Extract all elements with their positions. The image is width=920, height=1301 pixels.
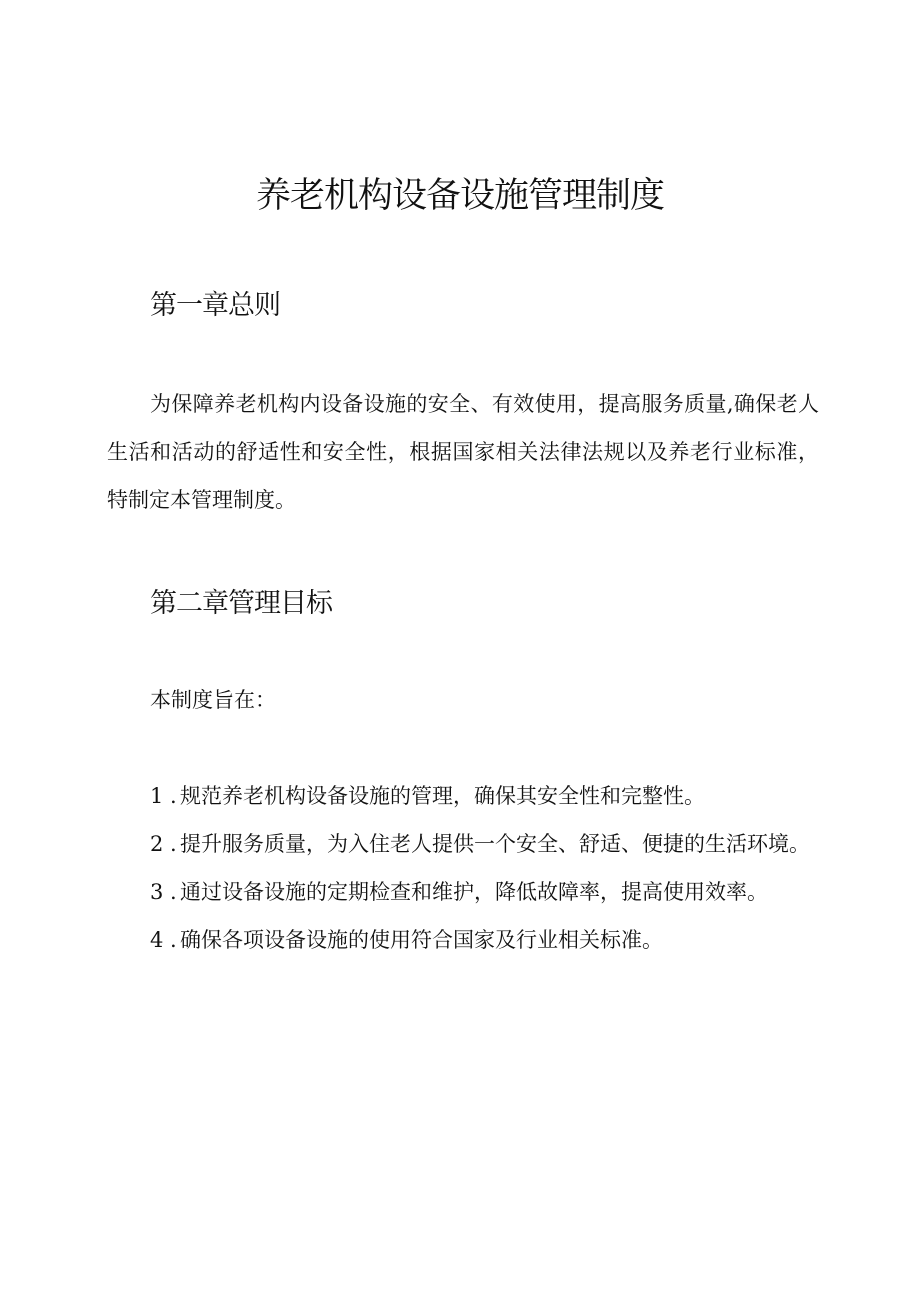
list-item-text: 确保各项设备设施的使用符合国家及行业相关标准。	[180, 928, 663, 952]
list-item	[107, 820, 819, 868]
goals-list	[107, 772, 819, 964]
list-item-text: 规范养老机构设备设施的管理，确保其安全性和完整性。	[180, 784, 705, 808]
list-item	[107, 772, 819, 820]
chapter-2-intro: 本制度旨在：	[150, 688, 276, 712]
list-item-text: 提升服务质量，为入住老人提供一个安全、舒适、便捷的生活环境。	[180, 832, 810, 856]
list-item-text: 通过设备设施的定期检查和维护，降低故障率，提高使用效率。	[180, 880, 768, 904]
chapter-1-heading: 第一章总则	[150, 290, 280, 321]
list-item-number: 1 .	[150, 784, 177, 808]
chapter-2-heading: 第二章管理目标	[150, 588, 332, 619]
list-item	[107, 916, 819, 964]
list-item-number: 4 .	[150, 928, 177, 952]
list-item-number: 3 .	[150, 880, 177, 904]
chapter-1-body: 为保障养老机构内设备设施的安全、有效使用，提高服务质量,确保老人生活和活动的舒适性和安全性，根据国家相关法律法规以及养老行业标准，特制定本管理制度。	[107, 392, 819, 512]
list-item-number: 2 .	[150, 832, 177, 856]
list-item	[107, 868, 819, 916]
document-title: 养老机构设备设施管理制度	[255, 176, 664, 216]
